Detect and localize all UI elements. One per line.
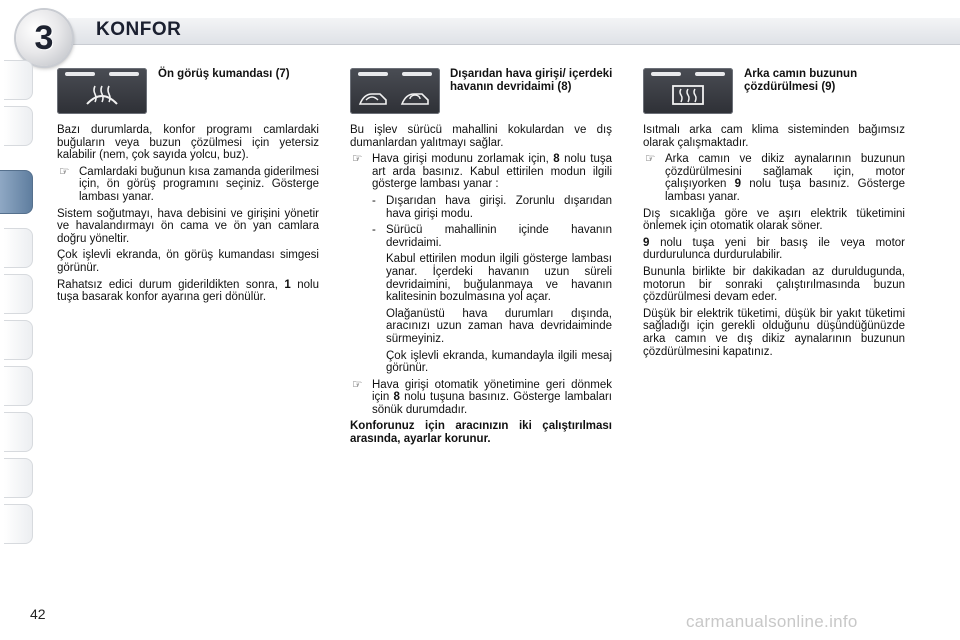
side-tab <box>4 320 33 360</box>
dash-text: Dışarıdan hava girişi. Zorunlu dışarıdan hava girişi modu. <box>386 194 612 220</box>
indented-paragraph: Çok işlevli ekranda, kumandayla ilgili mesaj görünür. <box>386 349 612 375</box>
chapter-badge <box>16 10 72 66</box>
bullet-item <box>350 153 612 191</box>
side-tab <box>4 504 33 544</box>
bullet-text: Camlardaki buğunun kısa zamanda giderilmesi için, ön görüş programını seçiniz. Gösterge lambası yanar. <box>79 165 319 203</box>
paragraph <box>643 237 905 262</box>
page-number: 42 <box>30 606 46 622</box>
pointing-hand-icon: ☞ <box>352 378 363 391</box>
bullet-item <box>643 153 905 203</box>
button-number: 9 <box>643 236 650 249</box>
indented-paragraph: Olağanüstü hava durumları dışında, aracınızı uzun zaman hava devridaiminde sürmeyiniz. <box>386 307 612 345</box>
title-bar <box>68 18 960 45</box>
side-tab-strip <box>0 60 34 580</box>
page-title: KONFOR <box>96 19 182 40</box>
paragraph: Bununla birlikte bir dakikadan az duruldugunda, motorun bir sonraki çalıştırılmasında buzun çözdürülmesi devam eder. <box>643 265 905 304</box>
paragraph: Dış sıcaklığa göre ve aşırı elektrik tüketimini önlemek için otomatik olarak söner. <box>643 207 905 233</box>
paragraph: Bazı durumlarda, konfor programı camlardaki buğuların veya buzun çözülmesi için yetersiz kalabilir (nem, çok sayıda yolcu, buz). <box>57 124 319 162</box>
side-tab <box>4 366 33 406</box>
side-tab <box>4 412 33 452</box>
text-fragment: nolu tuşa basınız. Gösterge lambası yanar. <box>665 178 905 203</box>
text-fragment: nolu tuşa art arda basınız. Kabul ettirilen modun ilgili gösterge lambası yanar : <box>372 153 612 191</box>
side-tab <box>4 274 33 314</box>
side-tab-active <box>0 170 33 214</box>
paragraph: Çok işlevli ekranda, ön görüş kumandası simgesi görünür. <box>57 249 319 274</box>
dash-item <box>350 224 612 249</box>
dash-marker: - <box>372 224 376 237</box>
section-heading-front-demist: Ön görüş kumandası (7) <box>158 68 290 80</box>
column-rear-defrost <box>643 124 905 362</box>
text-fragment: nolu tuşa basarak konfor ayarına geri dönülür. <box>57 278 320 304</box>
pointing-hand-icon: ☞ <box>59 165 70 178</box>
dash-text: Sürücü mahallinin içinde havanın devridaimi. <box>386 224 612 249</box>
indented-paragraph: Kabul ettirilen modun ilgili gösterge lambası yanar. İçerdeki havanın uzun süreli devridaimini, buğulanmaya ve havanın kalitesinin bozulmasına yol açar. <box>386 253 612 304</box>
section-heading-rear-defrost: Arka camın buzunun çözdürülmesi (9) <box>744 68 858 93</box>
button-number: 9 <box>734 178 741 191</box>
text-fragment: Arka camın ve dikiz aynalarının buzunun çözdürülmesini sağlamak için, motor çalışıyorken <box>665 153 905 191</box>
paragraph: Sistem soğutmayı, hava debisini ve girişini yönetir ve havalandırmayı ön cama ve ön yan camlara doğru yöneltir. <box>57 207 319 245</box>
bullet-item <box>350 379 612 417</box>
windshield-defrost-icon <box>57 68 147 114</box>
bold-note <box>350 420 612 445</box>
paragraph <box>57 279 319 304</box>
side-tab <box>4 60 33 100</box>
paragraph: Isıtmalı arka cam klima sisteminden bağımsız olarak çalışmaktadır. <box>643 124 905 149</box>
button-number: 8 <box>393 391 400 404</box>
button-number: 8 <box>553 153 560 166</box>
column-front-demist <box>57 124 319 308</box>
text-fragment: nolu tuşuna basınız. Gösterge lambaları sönük durumdadır. <box>372 391 613 416</box>
column-recirculation <box>350 124 612 450</box>
text-fragment: nolu tuşa yeni bir basış ile veya motor durdurulunca durdurulabilir. <box>643 236 905 262</box>
watermark: carmanualsonline.info <box>686 612 858 631</box>
text-fragment: Hava girişi otomatik yönetimine geri dönmek için <box>372 378 612 404</box>
rear-window-defrost-icon <box>643 68 733 114</box>
paragraph: Düşük bir elektrik tüketimi, düşük bir yakıt tüketimi sağladığı için gerekli olduğunu düşündüğünüzde arka camın ve dış dikiz aynalarının buzunun çözdürülmesini kapatınız. <box>643 307 905 358</box>
chapter-number: 3 <box>34 18 54 57</box>
side-tab <box>4 458 33 498</box>
section-heading-recirculation: Dışarıdan hava girişi/ içerdeki havanın devridaimi (8) <box>450 68 613 93</box>
side-tab <box>4 228 33 268</box>
side-tab <box>4 106 33 146</box>
dash-marker: - <box>372 194 376 207</box>
pointing-hand-icon: ☞ <box>645 153 656 166</box>
button-number: 1 <box>284 278 291 291</box>
paragraph: Bu işlev sürücü mahallini kokulardan ve dış dumanlardan yalıtmayı sağlar. <box>350 124 612 149</box>
text-fragment: Hava girişi modunu zorlamak için, <box>372 153 554 166</box>
dash-item <box>350 195 612 220</box>
text-fragment: Rahatsız edici durum giderildikten sonra, <box>57 278 285 291</box>
bold-note-text: Konforunuz için aracınızın iki çalıştırılması arasında, ayarlar korunur. <box>350 420 612 446</box>
bullet-item <box>57 166 319 204</box>
pointing-hand-icon: ☞ <box>352 153 363 166</box>
air-recirculation-icon <box>350 68 440 114</box>
